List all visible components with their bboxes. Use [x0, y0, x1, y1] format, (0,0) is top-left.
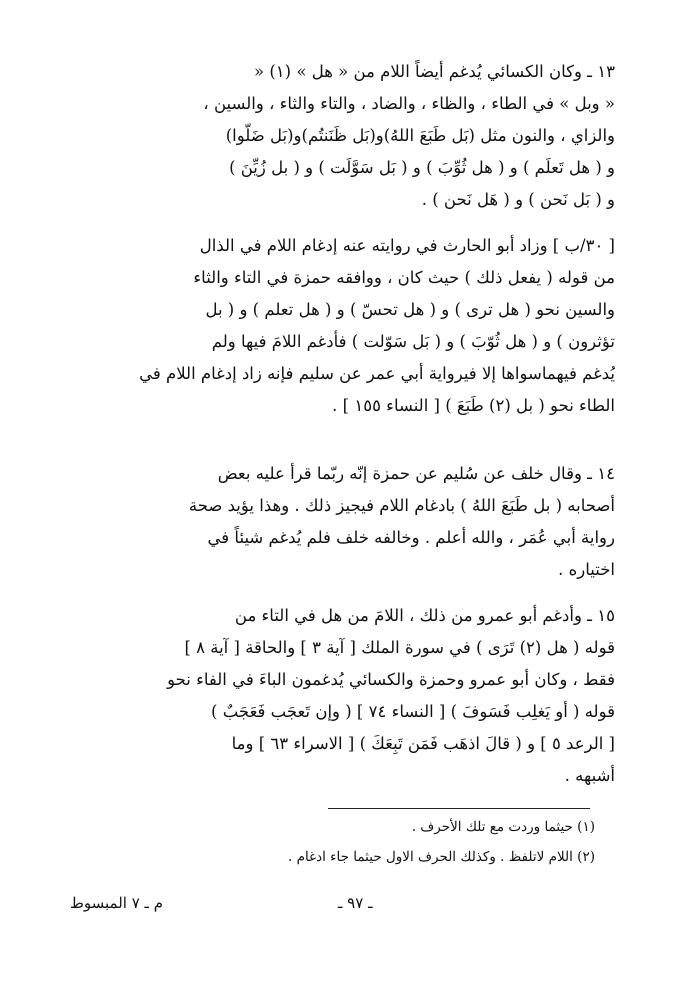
text-line: من قوله ( يفعل ذلك ) حيث كان ، ووافقه حمزة في التاء والثاء [193, 268, 615, 287]
text-line: ١٥ ـ وأدغم أبو عمرو من ذلك ، اللامَ من هل في التاء من [234, 606, 615, 625]
footnote-divider [328, 808, 590, 809]
text-line: اختياره . [558, 560, 615, 579]
page-number: ـ ٩٧ ـ [338, 894, 373, 912]
text-line: و ( هل تَعلَم ) و ( هل ثُوِّبَ ) و ( بَل سَوَّلَت ) و ( بل زُيِّنَ ) [229, 158, 615, 177]
book-signature: م ـ ٧ المبسوط [70, 894, 163, 912]
text-line: أصحابه ( بل طَبَعَ اللهُ ) بادغام اللام فيجيز ذلك . وهذا يؤيد صحة [188, 496, 615, 515]
paragraph-14 [70, 458, 615, 586]
text-line: [ ٣٠/ب ] وزاد أبو الحارث في روايته عنه إدغام اللام في الذال [199, 236, 615, 255]
text-line: أشبهه . [564, 766, 615, 785]
text-line: « وبل » في الطاء ، والظاء ، والضاد ، والتاء والثاء ، والسين ، [203, 94, 615, 113]
text-line: ١٤ ـ وقال خلف عن سُليم عن حمزة إنّه ربّما قرأ عليه بعض [217, 464, 615, 483]
page-footer [70, 888, 625, 918]
text-line: ١٣ ـ وكان الكسائي يُدغم أيضاً اللام من « هل » (١) « [254, 62, 615, 81]
text-line: تؤثرون ) و ( هل ثُوّبَ ) و ( بَل سَوّلت ) فأدغم اللامَ فيها ولم [211, 332, 615, 351]
text-line: قوله ( هل (٢) تَرَى ) في سورة الملك [ آية ٣ ] والحاقة [ آية ٨ ] [184, 638, 615, 657]
paragraph-13 [70, 56, 615, 216]
text-line: والسين نحو ( هل ترى ) و ( هل تحسّ ) و ( هل تعلم ) و ( بل [205, 300, 615, 319]
text-line: والزاي ، والنون مثل (بَل طَبَعَ اللهُ)و(بَل ظَنَنتُم)و(بَل ضَلّوا) [225, 126, 615, 145]
paragraph-30b [70, 230, 615, 422]
text-line: رواية أبي عُمَر ، والله أعلم . وخالفه خلف فلم يُدغم شيئاً في [207, 528, 615, 547]
text-line: الطاء نحو ( بل (٢) طَبَعَ ) [ النساء ١٥٥ ] . [332, 396, 615, 415]
text-line: قوله ( أو يَغلِب فَسَوفَ ) [ النساء ٧٤ ] ( وإن تَعجَب فَعَجَبٌ ) [211, 702, 615, 721]
footnote-1: (١) حيثما وردت مع تلك الأحرف . [411, 819, 595, 835]
text-line: [ الرعد ٥ ] و ( قالَ اذهَب فَمَن تَبِعَكَ ) [ الاسراء ٦٣ ] وما [231, 734, 615, 753]
text-line: يُدغم فيهماسواها إلا فيرواية أبي عمر عن سليم فإنه زاد إدغام اللام في [139, 364, 615, 383]
text-line: و ( بَل نَحن ) و ( هَل نَحن ) . [421, 190, 615, 209]
text-line: فقط ، وكان أبو عمرو وحمزة والكسائي يُدغمون الباءَ في الفاء نحو [167, 670, 615, 689]
footnote-2: (٢) اللام لاتلفظ . وكذلك الحرف الاول حيثما جاء ادغام . [288, 849, 595, 865]
paragraph-15 [70, 600, 615, 792]
